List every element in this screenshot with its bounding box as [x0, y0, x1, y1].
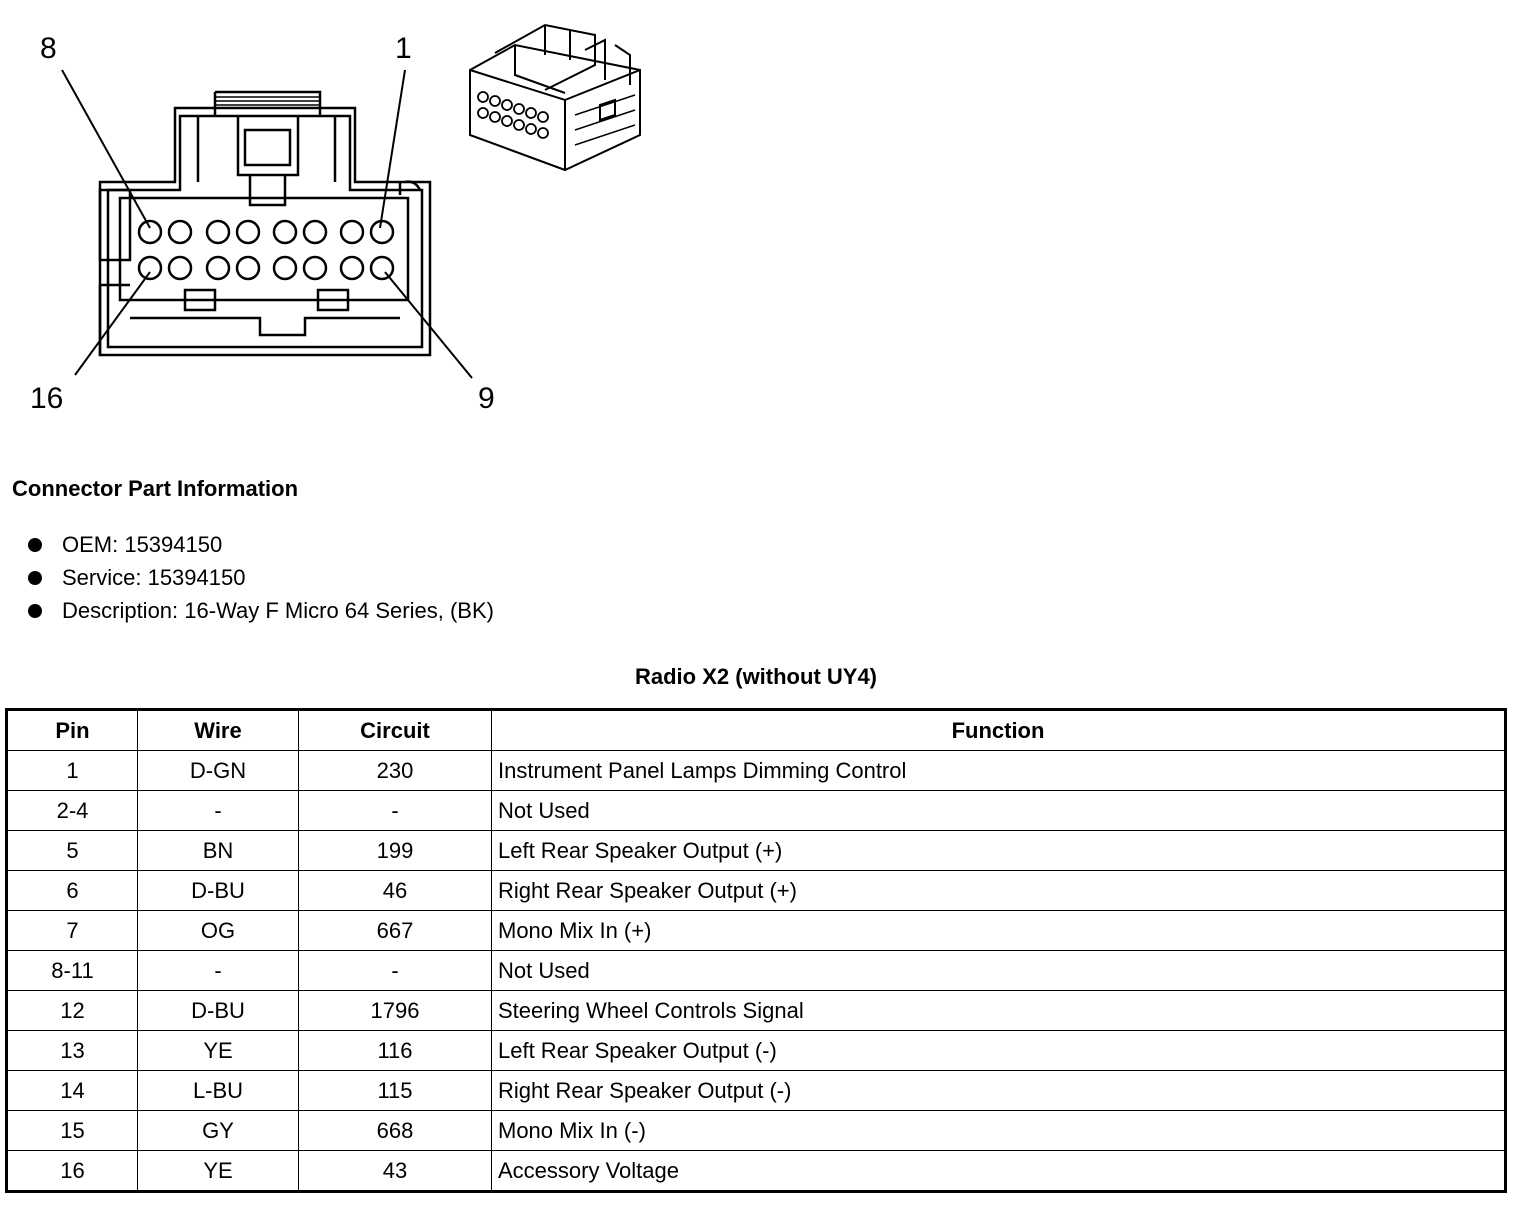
cell-wire: OG	[138, 911, 299, 951]
cell-pin: 14	[7, 1071, 138, 1111]
connector-face-view	[0, 0, 520, 430]
cell-pin: 15	[7, 1111, 138, 1151]
table-header-row	[7, 710, 1506, 751]
pin-cavity	[169, 257, 191, 279]
info-item-service	[28, 561, 494, 594]
cell-wire: GY	[138, 1111, 299, 1151]
cell-function: Right Rear Speaker Output (-)	[492, 1071, 1506, 1111]
info-text: OEM: 15394150	[62, 532, 223, 557]
pin-cavity	[304, 257, 326, 279]
cell-wire: D-BU	[138, 871, 299, 911]
cell-pin: 5	[7, 831, 138, 871]
pin-label-8: 8	[40, 32, 57, 65]
cell-wire: -	[138, 791, 299, 831]
cell-wire: -	[138, 951, 299, 991]
pinout-table	[5, 708, 1507, 1193]
cell-function: Not Used	[492, 791, 1506, 831]
table-row	[7, 831, 1506, 871]
cell-wire: D-GN	[138, 751, 299, 791]
pin-cavity	[207, 257, 229, 279]
table-row	[7, 871, 1506, 911]
pin-cavity	[139, 221, 161, 243]
connector-diagram	[0, 0, 700, 430]
pin-cavity	[237, 221, 259, 243]
table-row	[7, 791, 1506, 831]
bullet-icon	[28, 604, 42, 618]
info-text: Service: 15394150	[62, 565, 246, 590]
cell-circuit: 668	[299, 1111, 492, 1151]
table-row	[7, 1071, 1506, 1111]
cell-circuit: 667	[299, 911, 492, 951]
pin-cavity	[274, 221, 296, 243]
cell-function: Mono Mix In (+)	[492, 911, 1506, 951]
pin-cavity	[237, 257, 259, 279]
pin-cavity	[304, 221, 326, 243]
cell-function: Left Rear Speaker Output (-)	[492, 1031, 1506, 1071]
pin-cavity	[274, 257, 296, 279]
header-circuit: Circuit	[299, 710, 492, 751]
pin-cavity	[207, 221, 229, 243]
cell-pin: 8-11	[7, 951, 138, 991]
cell-circuit: 116	[299, 1031, 492, 1071]
cell-function: Not Used	[492, 951, 1506, 991]
cell-pin: 7	[7, 911, 138, 951]
cell-circuit: 115	[299, 1071, 492, 1111]
pin-cavity	[371, 257, 393, 279]
cell-wire: YE	[138, 1031, 299, 1071]
cell-circuit: 46	[299, 871, 492, 911]
cell-pin: 1	[7, 751, 138, 791]
cell-wire: BN	[138, 831, 299, 871]
pin-label-1: 1	[395, 32, 412, 65]
header-wire: Wire	[138, 710, 299, 751]
cell-circuit: 199	[299, 831, 492, 871]
info-item-description	[28, 594, 494, 627]
header-pin: Pin	[7, 710, 138, 751]
bullet-icon	[28, 538, 42, 552]
cell-circuit: 1796	[299, 991, 492, 1031]
table-body	[7, 751, 1506, 1192]
cell-circuit: 43	[299, 1151, 492, 1192]
table-row	[7, 1111, 1506, 1151]
cell-circuit: -	[299, 951, 492, 991]
cell-function: Instrument Panel Lamps Dimming Control	[492, 751, 1506, 791]
pin-cavity	[341, 257, 363, 279]
cell-pin: 16	[7, 1151, 138, 1192]
table-row	[7, 1151, 1506, 1192]
info-text: Description: 16-Way F Micro 64 Series, (BK)	[62, 598, 494, 623]
table-row	[7, 751, 1506, 791]
connector-info-list	[28, 528, 494, 627]
cell-pin: 13	[7, 1031, 138, 1071]
pin-cavity	[371, 221, 393, 243]
connector-info-title: Connector Part Information	[12, 476, 299, 501]
cell-wire: D-BU	[138, 991, 299, 1031]
cell-function: Mono Mix In (-)	[492, 1111, 1506, 1151]
cell-function: Steering Wheel Controls Signal	[492, 991, 1506, 1031]
table-row	[7, 951, 1506, 991]
pin-cavity	[341, 221, 363, 243]
cell-function: Accessory Voltage	[492, 1151, 1506, 1192]
table-title: Radio X2 (without UY4)	[635, 664, 877, 689]
bullet-icon	[28, 571, 42, 585]
cell-function: Right Rear Speaker Output (+)	[492, 871, 1506, 911]
pin-cavity	[169, 221, 191, 243]
cell-wire: YE	[138, 1151, 299, 1192]
cell-pin: 6	[7, 871, 138, 911]
pin-label-16: 16	[30, 382, 64, 415]
table-row	[7, 991, 1506, 1031]
pin-cavity	[139, 257, 161, 279]
cell-circuit: -	[299, 791, 492, 831]
cell-function: Left Rear Speaker Output (+)	[492, 831, 1506, 871]
table-row	[7, 1031, 1506, 1071]
header-function: Function	[492, 710, 1506, 751]
cell-pin: 12	[7, 991, 138, 1031]
cell-wire: L-BU	[138, 1071, 299, 1111]
table-row	[7, 911, 1506, 951]
info-item-oem	[28, 528, 494, 561]
cell-circuit: 230	[299, 751, 492, 791]
pin-label-9: 9	[478, 382, 495, 415]
cell-pin: 2-4	[7, 791, 138, 831]
connector-isometric-view	[455, 5, 655, 185]
